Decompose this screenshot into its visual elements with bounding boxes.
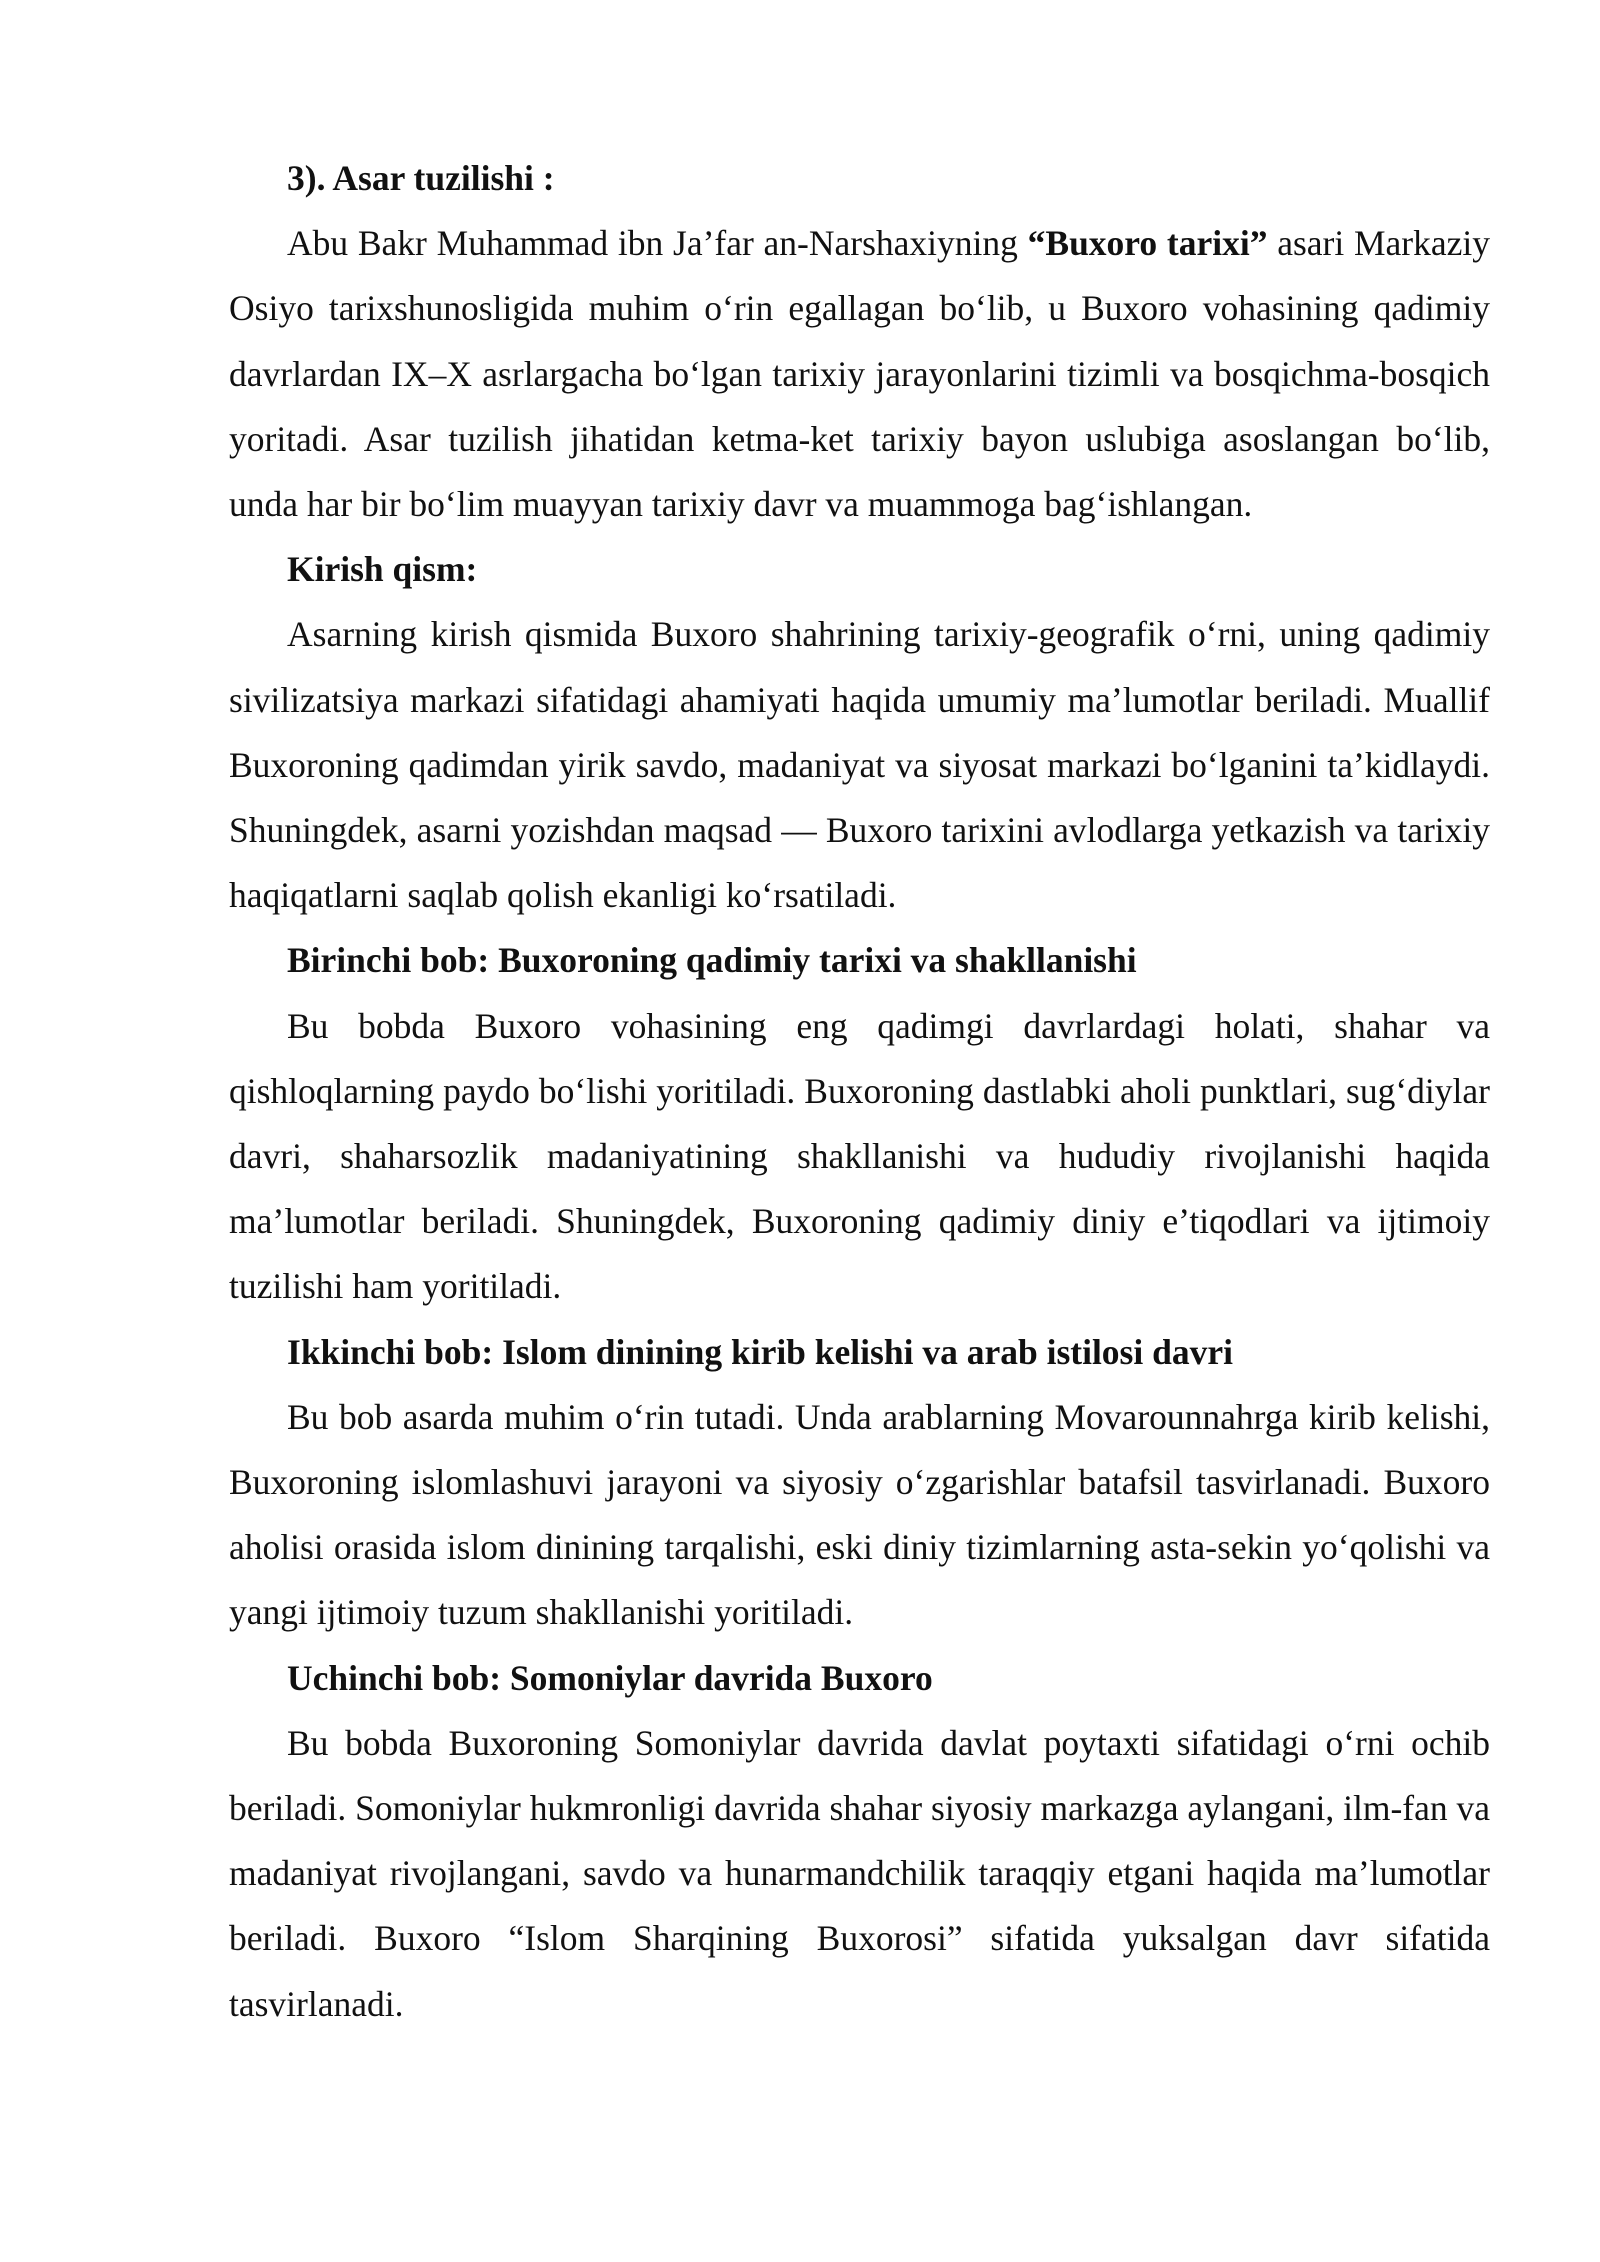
section-paragraph-kirish: Asarning kirish qismida Buxoro shahrining tarixiy-geografik o‘rni, uning qadimiy sivilizatsiya markazi sifatidagi ahamiyati haqida umumiy ma’lumotlar beriladi. Muallif Buxoroning qadimdan yirik savdo, madaniyat va siyosat markazi bo‘lganini ta’kidlaydi. Shuningdek, asarni yozishdan maqsad — Buxoro tarixini avlodlarga yetkazish va tarixiy haqiqatlarni saqlab qolish ekanligi ko‘rsatiladi. [229, 614, 1490, 916]
intro-text-start: Abu Bakr Muhammad ibn Ja’far an-Narshaxiyning [287, 223, 1028, 264]
section-title: 3). Asar tuzilishi : [287, 158, 555, 198]
intro-paragraph [229, 211, 1490, 537]
intro-text-end: asari Markaziy Osiyo tarixshunosligida muhim o‘rin egallagan bo‘lib, u Buxoro vohasining qadimiy davrlardan IX–X asrlargacha bo‘lgan tarixiy jarayonlarini tizimli va bosqichma-bosqich yoritadi. Asar tuzilish jihatidan ketma-ket tarixiy bayon uslubiga asoslangan bo‘lib, unda har bir bo‘lim muayyan tarixiy davr va muammoga bag‘ishlangan. [229, 223, 1490, 525]
work-title: “Buxoro tarixi” [1027, 223, 1268, 264]
document-page [229, 146, 1490, 2037]
section-heading-kirish: Kirish qism: [287, 549, 478, 590]
section-heading-birinchi-bob: Birinchi bob: Buxoroning qadimiy tarixi va shakllanishi [287, 940, 1137, 981]
section-heading-uchinchi-bob: Uchinchi bob: Somoniylar davrida Buxoro [287, 1657, 933, 1698]
section-heading-ikkinchi-bob: Ikkinchi bob: Islom dinining kirib kelishi va arab istilosi davri [287, 1331, 1233, 1372]
section-paragraph-birinchi-bob: Bu bobda Buxoro vohasining eng qadimgi davrlardagi holati, shahar va qishloqlarning paydo bo‘lishi yoritiladi. Buxoroning dastlabki aholi punktlari, sug‘diylar davri, shaharsozlik madaniyatining shakllanishi va hududiy rivojlanishi haqida ma’lumotlar beriladi. Shuningdek, Buxoroning qadimiy diniy e’tiqodlari va ijtimoiy tuzilishi ham yoritiladi. [229, 1005, 1490, 1307]
section-paragraph-uchinchi-bob: Bu bobda Buxoroning Somoniylar davrida davlat poytaxti sifatidagi o‘rni ochib beriladi. Somoniylar hukmronligi davrida shahar siyosiy markazga aylangani, ilm-fan va madaniyat rivojlangani, savdo va hunarmandchilik taraqqiy etgani haqida ma’lumotlar beriladi. Buxoro “Islom Sharqining Buxorosi” sifatida yuksalgan davr sifatida tasvirlanadi. [229, 1722, 1490, 2024]
section-paragraph-ikkinchi-bob: Bu bob asarda muhim o‘rin tutadi. Unda arablarning Movarounnahrga kirib kelishi, Buxoroning islomlashuvi jarayoni va siyosiy o‘zgarishlar batafsil tasvirlanadi. Buxoro aholisi orasida islom dinining tarqalishi, eski diniy tizimlarning asta-sekin yo‘qolishi va yangi ijtimoiy tuzum shakllanishi yoritiladi. [229, 1396, 1490, 1633]
